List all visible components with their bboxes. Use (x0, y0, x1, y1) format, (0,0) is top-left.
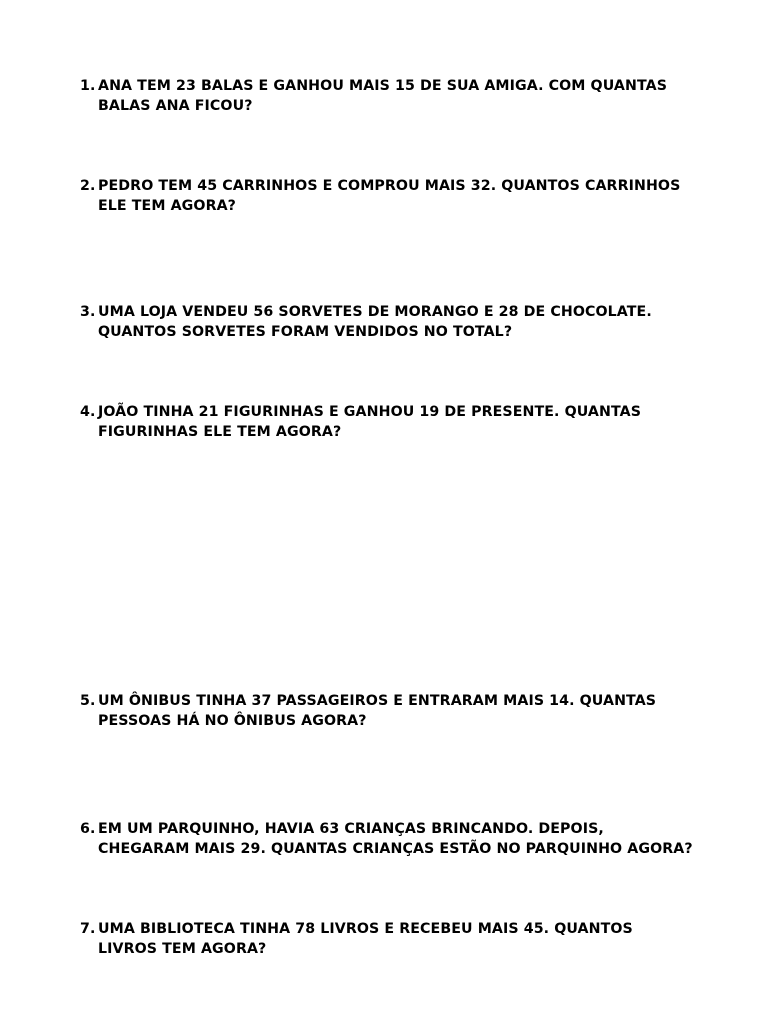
problem-number: 4. (80, 404, 96, 420)
problem-number: 6. (80, 821, 96, 837)
problem-item (80, 76, 720, 116)
problem-item (80, 176, 720, 216)
problem-text: UMA LOJA VENDEU 56 SORVETES DE MORANGO E 28 DE CHOCOLATE. QUANTOS SORVETES FORAM VENDIDOS NO TOTAL? (98, 304, 652, 340)
problem-text: JOÃO TINHA 21 FIGURINHAS E GANHOU 19 DE PRESENTE. QUANTAS FIGURINHAS ELE TEM AGORA? (98, 404, 642, 440)
problem-item (80, 402, 720, 442)
problem-item (80, 919, 720, 959)
problem-item (80, 819, 720, 859)
problem-text: EM UM PARQUINHO, HAVIA 63 CRIANÇAS BRINCANDO. DEPOIS, CHEGARAM MAIS 29. QUANTAS CRIANÇAS ESTÃO NO PARQUINHO AGORA? (98, 821, 693, 857)
problem-number: 1. (80, 78, 96, 94)
problem-text: UM ÔNIBUS TINHA 37 PASSAGEIROS E ENTRARAM MAIS 14. QUANTAS PESSOAS HÁ NO ÔNIBUS AGORA? (98, 693, 657, 729)
problem-text: PEDRO TEM 45 CARRINHOS E COMPROU MAIS 32. QUANTOS CARRINHOS ELE TEM AGORA? (98, 178, 681, 214)
problem-text: ANA TEM 23 BALAS E GANHOU MAIS 15 DE SUA AMIGA. COM QUANTAS BALAS ANA FICOU? (98, 78, 668, 114)
problem-number: 7. (80, 921, 96, 937)
problem-number: 5. (80, 693, 96, 709)
problem-item (80, 302, 720, 342)
problem-number: 3. (80, 304, 96, 320)
problem-number: 2. (80, 178, 96, 194)
problem-item (80, 691, 720, 731)
problem-text: UMA BIBLIOTECA TINHA 78 LIVROS E RECEBEU MAIS 45. QUANTOS LIVROS TEM AGORA? (98, 921, 633, 957)
